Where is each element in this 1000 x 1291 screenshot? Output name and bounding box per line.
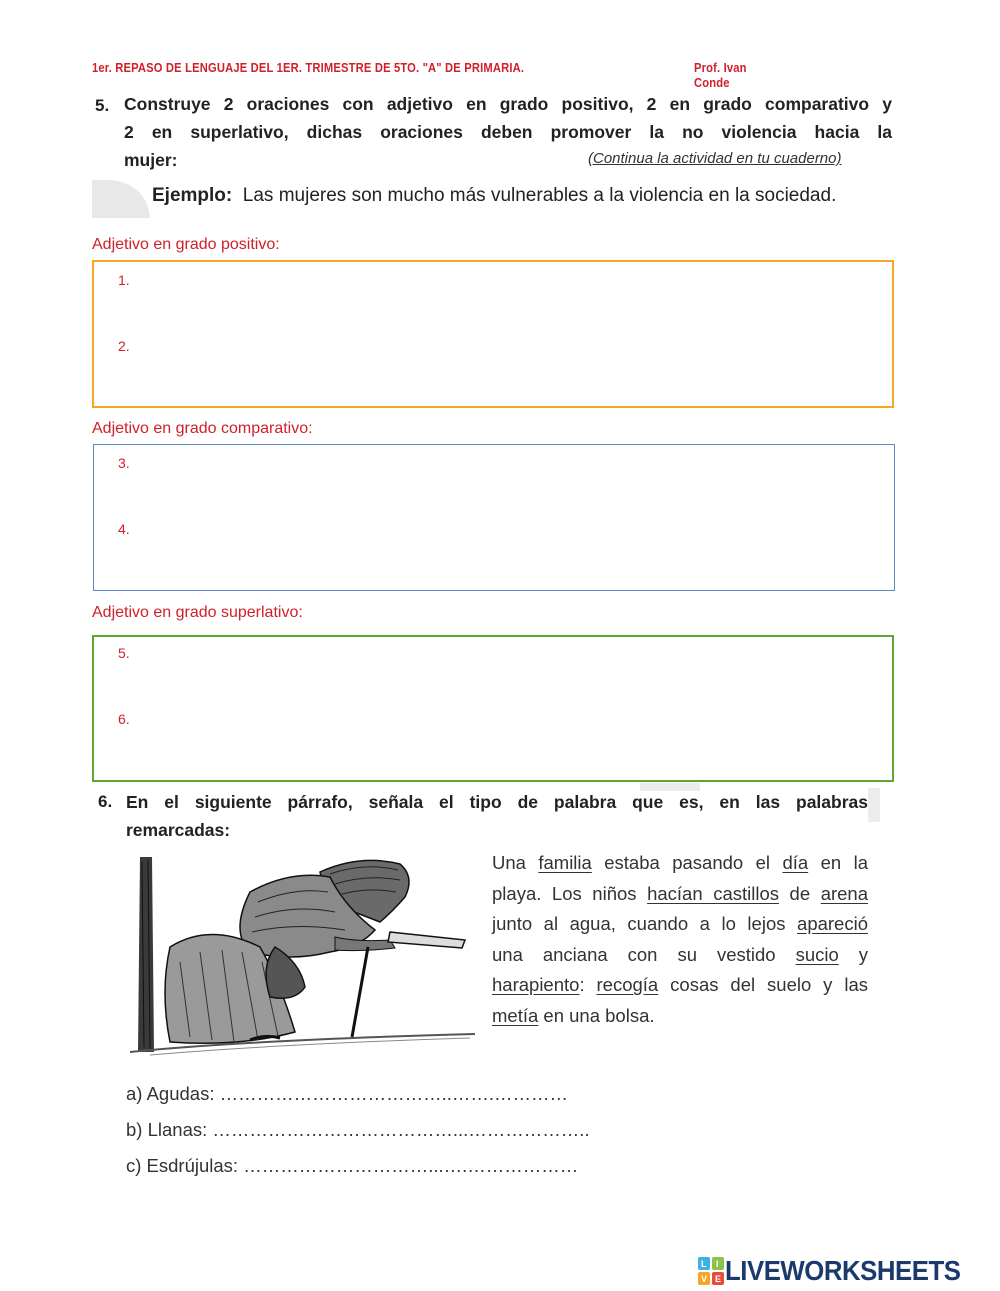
answer-box-positive[interactable] [92,260,894,408]
decorative-ghost-shape [92,180,152,220]
marked-word-familia[interactable]: familia [538,852,592,873]
example-label: Ejemplo: [152,185,233,206]
answer-agudas[interactable] [126,1083,568,1105]
decorative-ghost-mark [868,788,880,822]
text-segment: playa. Los niños [492,882,648,904]
text-segment: y [838,943,868,965]
section-superlative-label: Adjetivo en grado superlativo: [92,604,303,621]
answer-llanas[interactable] [126,1119,590,1141]
question-6-line-1: En el siguiente párrafo, señala el tipo de palabra que es, en las palabras [126,792,868,812]
marked-word-harapiento[interactable]: harapiento [492,974,580,995]
question-6-line-2: remarcadas: [126,820,231,840]
marked-word-metia[interactable]: metía [492,1004,539,1026]
worksheet-title: 1er. REPASO DE LENGUAJE DEL 1ER. TRIMESTRE DE 5TO. "A" DE PRIMARIA. [92,60,525,75]
marked-word-sucio[interactable]: sucio [795,943,839,965]
question-5-hint: (Continua la actividad en tu cuaderno) [588,150,842,167]
answer-1-number: 1. [118,272,130,288]
answer-2-number: 2. [118,338,130,354]
liveworksheets-logo-icon [698,1257,724,1285]
answer-3-number: 3. [118,455,130,471]
answer-6-number: 6. [118,711,130,727]
liveworksheets-brand[interactable] [698,1255,988,1289]
paragraph-line-2 [492,879,868,910]
answer-agudas-dots: ………………………………..…….………… [219,1083,569,1104]
answer-llanas-dots: …………………………………...……………….. [212,1119,590,1140]
section-comparative-label: Adjetivo en grado comparativo: [92,420,313,437]
answer-esdrujulas-label: c) Esdrújulas: [126,1155,239,1176]
answer-4-number: 4. [118,521,130,537]
marked-word-aparecio[interactable]: apareció [797,913,868,934]
answer-esdrujulas-dots: …………………………...….……………… [243,1155,579,1176]
text-segment: : [579,974,597,995]
text-segment: Una [492,852,539,873]
svg-text:L: L [701,1259,707,1269]
old-woman-illustration [130,852,475,1062]
paragraph-line-4 [492,940,868,971]
teacher-name: Prof. Ivan Conde [694,60,747,90]
question-5-line-3: mujer: [124,150,178,170]
story-paragraph [492,848,868,1031]
answer-esdrujulas[interactable] [126,1155,578,1177]
marked-word-hacian-castillos[interactable]: hacían castillos [647,882,779,904]
marked-word-arena[interactable]: arena [820,882,869,904]
worksheet-header [92,60,780,90]
question-6-number: 6. [98,792,113,811]
example-text: Las mujeres son mucho más vulnerables a la violencia en la sociedad. [242,185,837,206]
text-segment: de [779,882,821,904]
marked-word-recogia[interactable]: recogía [596,974,659,995]
answer-5-number: 5. [118,645,130,661]
question-5-number: 5. [95,96,110,115]
paragraph-line-3 [492,909,868,940]
text-segment: en la [808,852,868,873]
svg-text:E: E [715,1274,722,1284]
question-5-line-1: Construye 2 oraciones con adjetivo en grado positivo, 2 en grado comparativo y [124,94,892,114]
section-positive-label: Adjetivo en grado positivo: [92,236,280,253]
answer-agudas-label: a) Agudas: [126,1083,215,1104]
paragraph-line-6 [492,1001,868,1032]
svg-text:I: I [716,1259,719,1269]
text-segment: una anciana con su vestido [492,943,796,965]
text-segment: junto al agua, cuando a lo lejos [492,913,798,934]
question-5-line-2: 2 en superlativo, dichas oraciones deben promover la no violencia hacia la [124,122,892,142]
liveworksheets-wordmark: LIVEWORKSHEETS [725,1255,961,1286]
marked-word-dia[interactable]: día [782,852,809,873]
paragraph-line-5 [492,970,868,1001]
text-segment: estaba pasando el [591,852,783,873]
example-sentence [152,185,836,207]
answer-box-superlative[interactable] [92,635,894,782]
text-segment: en una bolsa. [538,1004,655,1026]
text-segment: cosas del suelo y las [658,974,869,995]
svg-text:V: V [701,1274,708,1284]
paragraph-line-1 [492,848,868,879]
answer-box-comparative[interactable] [93,444,895,591]
answer-llanas-label: b) Llanas: [126,1119,208,1140]
